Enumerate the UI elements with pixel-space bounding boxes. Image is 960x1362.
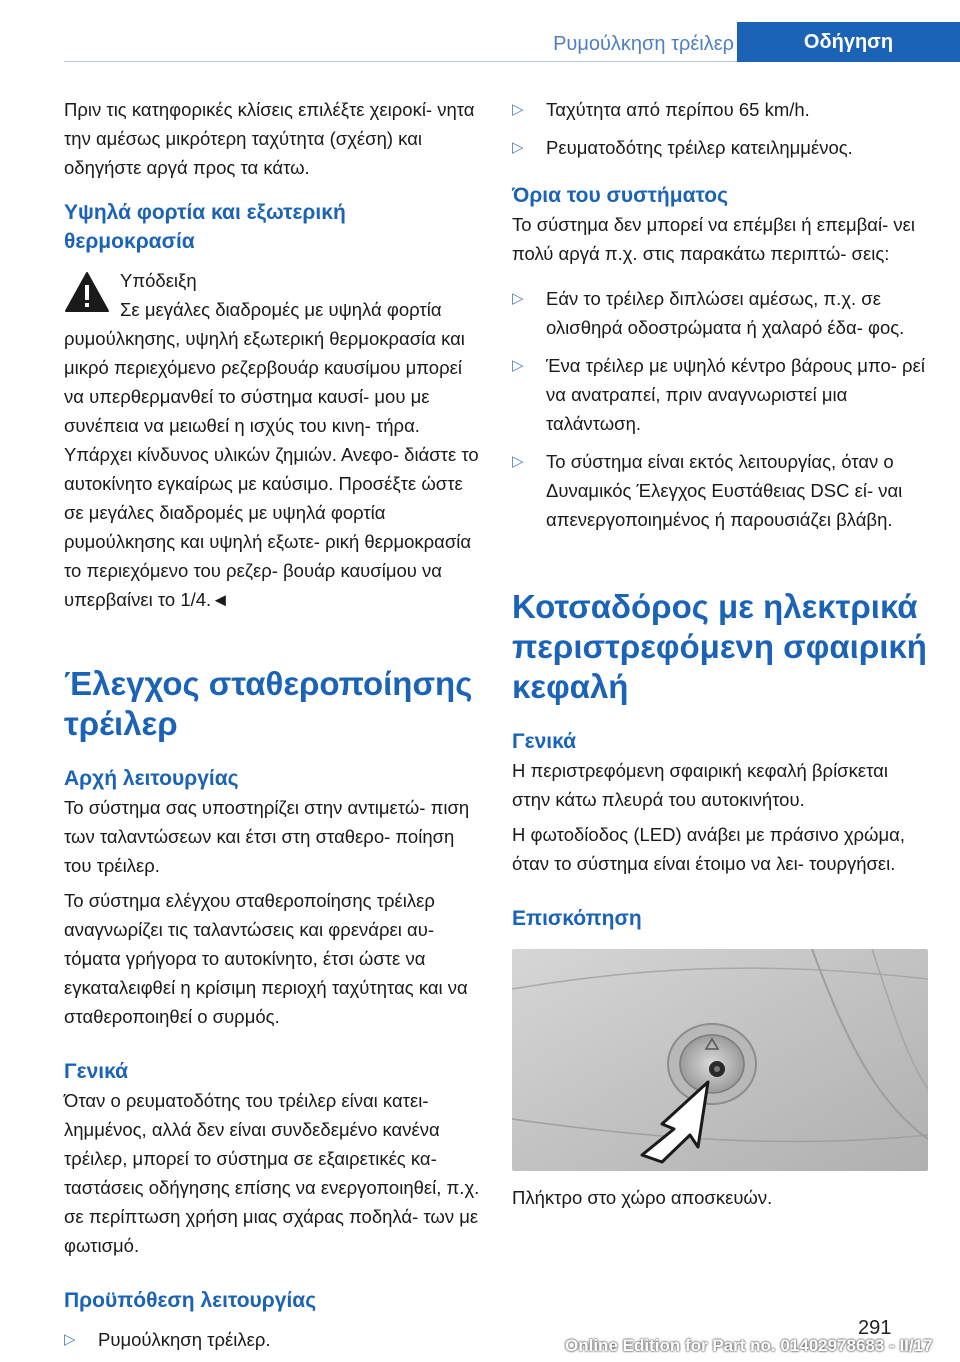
limits-paragraph: Το σύστημα δεν μπορεί να επέμβει ή επεμβαί- νει πολύ αργά π.χ. στις παρακάτω περιπτώ- σεις:: [512, 214, 915, 264]
principle-paragraph-1: Το σύστημα σας υποστηρίζει στην αντιμετώ- πιση των ταλαντώσεων και έτσι στη σταθερο- ποίηση του τρέιλερ.: [64, 797, 470, 876]
header-section-title: Ρυμούλκηση τρέιλερ: [553, 33, 734, 55]
list-item-text: Ταχύτητα από περίπου 65 km/h.: [546, 99, 810, 120]
general-paragraph: Όταν ο ρευματοδότης του τρέιλερ είναι κατει- λημμένος, αλλά δεν είναι συνδεδεμένο κανένα τρέιλερ, μπορεί το σύστημα σε εξαιρετικές κα- ταστάσεις οδήγησης επίσης να ενεργοποιηθεί, π.χ. σε περίπτωση χρήση μιας σχάρας ποδηλά- των με φωτισμό.: [64, 1090, 480, 1256]
hitch-paragraph-2: Η φωτοδίοδος (LED) ανάβει με πράσινο χρώμα, όταν το σύστημα είναι έτοιμο να λει- τουργήσει.: [512, 824, 905, 874]
overview-heading: Επισκόπηση: [512, 907, 642, 930]
list-item: [64, 1325, 480, 1354]
list-item: [512, 447, 928, 534]
triangle-right-icon: ▷: [512, 290, 524, 307]
page-number: 291: [858, 1317, 892, 1339]
footer-edition: Online Edition for Part no. 01402978683 - II/17: [565, 1336, 933, 1355]
hitch-heading: Κοτσαδόρος με ηλεκτρικά περιστρεφόμενη σφαιρική κεφαλή: [512, 588, 927, 705]
triangle-right-icon: ▷: [512, 357, 524, 374]
header-chapter-tab: Οδήγηση: [737, 22, 960, 62]
principle-heading: Αρχή λειτουργίας: [64, 767, 239, 790]
triangle-right-icon: ▷: [512, 101, 524, 118]
trunk-button-figure: [512, 949, 928, 1171]
list-item-text: Ρευματοδότης τρέιλερ κατειλημμένος.: [546, 137, 853, 158]
triangle-right-icon: ▷: [512, 139, 524, 156]
limits-heading: Όρια του συστήματος: [512, 184, 729, 207]
warning-text: Σε μεγάλες διαδρομές με υψηλά φορτία ρυμούλκησης, υψηλή εξωτερική θερμοκρασία και μικρό περιεχόμενο ρεζερβουάρ καυσίμου μπορεί να υπερθερμανθεί το σύστημα καυσί- μου με συνέπεια να μειωθεί η ισχύς του κινη- τήρα. Υπάρχει κίνδυνος υλικών ζημιών. Ανεφο- διάστε το αυτοκίνητο εγκαίρως με καύσιμο. Προσέξτε ώστε σε μεγάλες διαδρομές με υψηλά φορτία ρυμούλκησης και υψηλή εξωτε- ρική θερμοκρασία το περιεχόμενο του ρεζερ- βουάρ καυσίμου να υπερβαίνει το 1/4.◄: [64, 299, 479, 610]
list-item-text: Ρυμούλκηση τρέιλερ.: [98, 1329, 271, 1350]
hitch-paragraph-1: Η περιστρεφόμενη σφαιρική κεφαλή βρίσκεται στην κάτω πλευρά του αυτοκινήτου.: [512, 760, 888, 810]
list-item: [512, 351, 928, 438]
triangle-right-icon: ▷: [64, 1331, 76, 1348]
warning-triangle-icon: [64, 270, 110, 314]
list-item: [512, 95, 928, 124]
heat-heading: Υψηλά φορτία και εξωτερική θερμοκρασία: [64, 201, 346, 253]
principle-paragraph-2: Το σύστημα ελέγχου σταθεροποίησης τρέιλερ αναγνωρίζει τις ταλαντώσεις και φρενάρει αυ- τόματα γρήγορα το αυτοκίνητο, έτσι ώστε να εγκαταλειφθεί η κρίσιμη περιοχή ταχύτητας και να σταθεροποιηθεί ο συρμός.: [64, 890, 468, 1027]
figure-caption: Πλήκτρο στο χώρο αποσκευών.: [512, 1187, 773, 1208]
hitch-general-heading: Γενικά: [512, 730, 577, 753]
triangle-right-icon: ▷: [512, 453, 524, 470]
list-item: [512, 133, 928, 162]
left-column: [64, 95, 480, 1362]
list-item-text: Εάν το τρέιλερ διπλώσει αμέσως, π.χ. σε ολισθηρά οδοστρώματα ή χαλαρό έδα- φος.: [546, 288, 905, 338]
general-heading: Γενικά: [64, 1060, 129, 1083]
warning-box: [64, 266, 480, 614]
right-column: [512, 95, 928, 1212]
trunk-button-illustration: [512, 949, 928, 1171]
intro-paragraph: Πριν τις κατηφορικές κλίσεις επιλέξτε χειροκί- νητα την αμέσως μικρότερη ταχύτητα (σχέση) και οδηγήστε αργά προς τα κάτω.: [64, 99, 475, 178]
tsc-heading: Έλεγχος σταθεροποίησης τρέιλερ: [64, 665, 473, 742]
list-item: [512, 284, 928, 342]
warning-title: Υπόδειξη: [120, 270, 197, 291]
list-item-text: Ένα τρέιλερ με υψηλό κέντρο βάρους μπο- ρεί να ανατραπεί, πριν αναγνωριστεί μια ταλάντωση.: [546, 355, 925, 434]
prereq-heading: Προϋπόθεση λειτουργίας: [64, 1289, 317, 1312]
list-item-text: Το σύστημα είναι εκτός λειτουργίας, όταν ο Δυναμικός Έλεγχος Ευστάθειας DSC εί- ναι απενεργοποιημένος ή παρουσιάζει βλάβη.: [546, 451, 903, 530]
